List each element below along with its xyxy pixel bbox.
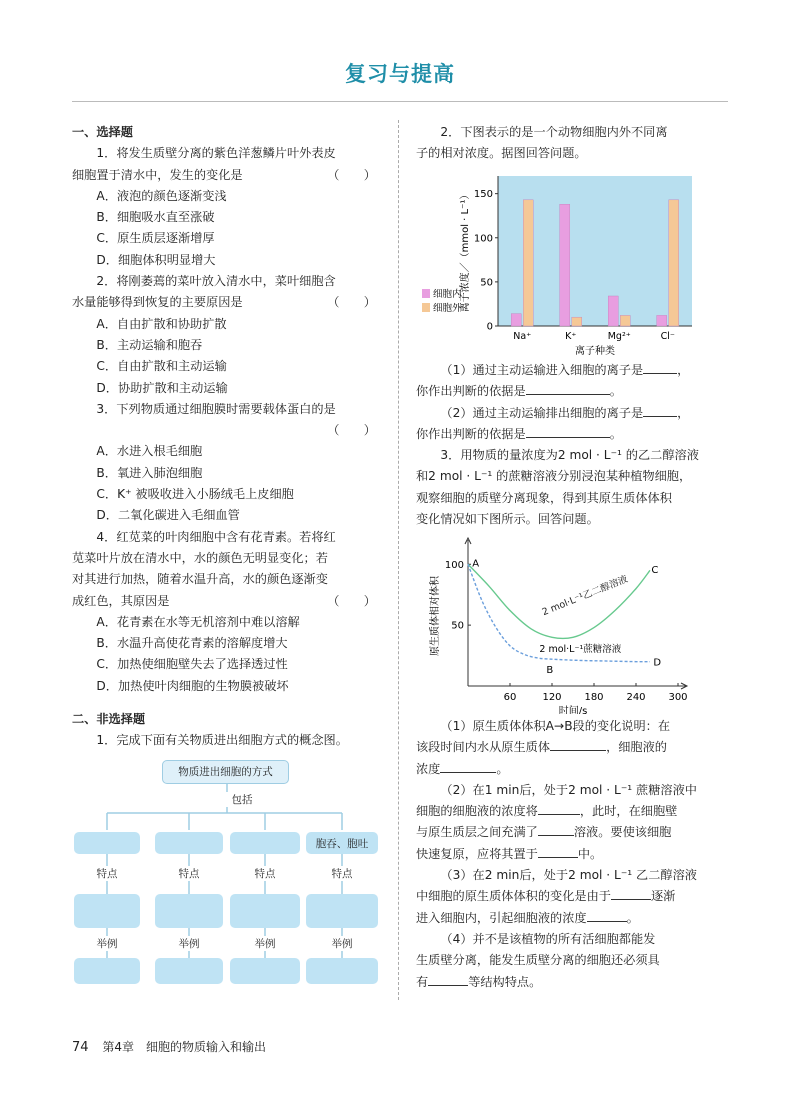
example-label: 举例 bbox=[89, 936, 125, 951]
x-tick-label: Mg²⁺ bbox=[607, 331, 631, 342]
legend-label: 细胞内 bbox=[433, 289, 462, 300]
question-text: （1）原生质体体积A→B段的变化说明：在 bbox=[440, 719, 671, 733]
type-box-1[interactable] bbox=[74, 832, 140, 854]
option: D．细胞体积明显增大 bbox=[96, 252, 216, 267]
answer-blank[interactable] bbox=[538, 857, 578, 858]
x-tick-label: K⁺ bbox=[565, 331, 577, 342]
answer-paren: （ ） bbox=[327, 423, 376, 438]
y-tick-label: 0 bbox=[486, 321, 493, 333]
question-text: 苋菜叶片放在清水中，水的颜色无明显变化；若 bbox=[72, 550, 328, 565]
bar-outside bbox=[669, 200, 679, 326]
example-box-4[interactable] bbox=[306, 958, 378, 984]
question-text: 3．用物质的量浓度为2 mol · L⁻¹ 的乙二醇溶液 bbox=[440, 448, 699, 463]
answer-paren: （ ） bbox=[327, 295, 376, 310]
series-label: 2 mol·L⁻¹乙二醇溶液 bbox=[540, 573, 630, 619]
x-tick-label: 240 bbox=[626, 692, 646, 703]
feature-box-4[interactable] bbox=[306, 894, 378, 928]
right-column-bottom bbox=[416, 716, 728, 993]
bar-inside bbox=[608, 296, 618, 326]
answer-blank[interactable] bbox=[643, 373, 677, 374]
bar-inside bbox=[511, 314, 521, 326]
question-text: 快速复原，应将其置于 中。 bbox=[416, 846, 603, 861]
question-text: 进入细胞内，引起细胞液的浓度 。 bbox=[416, 910, 639, 925]
page-title: 复习与提高 bbox=[345, 62, 455, 86]
page-number: 74 bbox=[72, 1040, 89, 1055]
section-heading: 一、选择题 bbox=[72, 125, 133, 139]
x-tick-label: Cl⁻ bbox=[660, 331, 675, 342]
answer-blank[interactable] bbox=[643, 416, 677, 417]
answer-blank[interactable] bbox=[587, 921, 627, 922]
answer-blank[interactable] bbox=[526, 437, 610, 438]
question-text: 成红色，其原因是 （ ） bbox=[72, 591, 376, 612]
option: C．加热使细胞壁失去了选择透过性 bbox=[96, 657, 288, 672]
left-column bbox=[72, 122, 376, 752]
y-tick-label: 100 bbox=[444, 559, 464, 571]
option: A．花青素在水等无机溶剂中难以溶解 bbox=[96, 614, 300, 629]
question-text: 与原生质层之间充满了 溶液。要使该细胞 bbox=[416, 825, 672, 840]
point-label-b: B bbox=[546, 665, 554, 677]
right-column-mid bbox=[416, 360, 728, 530]
answer-blank[interactable] bbox=[526, 394, 610, 395]
question-text: 4．红苋菜的叶肉细胞中含有花青素。若将红 bbox=[96, 529, 336, 544]
answer-blank[interactable] bbox=[440, 772, 496, 773]
feature-label: 特点 bbox=[247, 866, 283, 881]
answer-blank[interactable] bbox=[550, 750, 606, 751]
question-text: 变化情况如下图所示。回答问题。 bbox=[416, 512, 599, 527]
point-label-d: D bbox=[653, 657, 662, 669]
legend-swatch bbox=[422, 303, 430, 312]
option: B．细胞吸水直至涨破 bbox=[96, 210, 215, 225]
question-text: 2．下图表示的是一个动物细胞内外不同离 bbox=[440, 125, 668, 139]
y-tick-label: 50 bbox=[451, 620, 464, 632]
option: C．自由扩散和主动运输 bbox=[96, 359, 227, 374]
example-label: 举例 bbox=[171, 936, 207, 951]
x-tick-label: 180 bbox=[584, 692, 604, 703]
feature-box-2[interactable] bbox=[155, 894, 223, 928]
bar-inside bbox=[560, 204, 570, 326]
type-box-4-label: 胞吞、胞吐 bbox=[315, 838, 369, 850]
answer-paren: （ ） bbox=[327, 167, 376, 182]
point-label-c: C bbox=[651, 564, 659, 576]
example-label: 举例 bbox=[247, 936, 283, 951]
right-column-top bbox=[416, 122, 728, 165]
column-divider bbox=[398, 120, 399, 1000]
x-tick-label: 300 bbox=[668, 692, 688, 703]
chapter-label: 第4章 细胞的物质输入和输出 bbox=[102, 1040, 267, 1054]
bar-outside bbox=[620, 315, 630, 326]
question-text: 细胞置于清水中，发生的变化是 （ ） bbox=[72, 165, 376, 186]
x-axis-label: 时间/s bbox=[558, 706, 588, 714]
example-label: 举例 bbox=[324, 936, 360, 951]
question-text: 2．将刚萎蔫的菜叶放入清水中，菜叶细胞含 bbox=[96, 274, 336, 289]
answer-blank[interactable] bbox=[611, 899, 651, 900]
question-text: 中细胞的原生质体体积的变化是由于 逐渐 bbox=[416, 889, 676, 904]
question-text: 子的相对浓度。据图回答问题。 bbox=[416, 146, 587, 161]
option: C．原生质层逐渐增厚 bbox=[96, 231, 215, 246]
feature-box-3[interactable] bbox=[230, 894, 300, 928]
x-tick-label: Na⁺ bbox=[513, 331, 532, 342]
question-text: 3．下列物质通过细胞膜时需要载体蛋白的是 bbox=[96, 401, 336, 416]
option: D．加热使叶肉细胞的生物膜被破坏 bbox=[96, 678, 289, 693]
question-text: （3）在2 min后，处于2 mol · L⁻¹ 乙二醇溶液 bbox=[440, 868, 697, 883]
section-heading: 二、非选择题 bbox=[72, 712, 146, 727]
question-text: 生质壁分离，能发生质壁分离的细胞还必须具 bbox=[416, 953, 660, 968]
feature-box-1[interactable] bbox=[74, 894, 140, 928]
question-text: （2）在1 min后，处于2 mol · L⁻¹ 蔗糖溶液中 bbox=[440, 782, 697, 797]
y-axis-label: 离子浓度／（mmol · L⁻¹） bbox=[460, 189, 471, 313]
question-text: 你作出判断的依据是 。 bbox=[416, 426, 622, 441]
option: B．主动运输和胞吞 bbox=[96, 337, 203, 352]
question-text: 对其进行加热，随着水温升高，水的颜色逐渐变 bbox=[72, 572, 328, 587]
y-axis-label: 原生质体相对体积 bbox=[430, 576, 441, 656]
option: A．水进入根毛细胞 bbox=[96, 444, 203, 459]
option: B．水温升高使花青素的溶解度增大 bbox=[96, 636, 288, 651]
question-text: 浓度 。 bbox=[416, 761, 509, 776]
option: A．自由扩散和协助扩散 bbox=[96, 316, 227, 331]
answer-blank[interactable] bbox=[538, 835, 574, 836]
option: D．协助扩散和主动运输 bbox=[96, 380, 228, 395]
answer-blank[interactable] bbox=[428, 985, 468, 986]
question-text: （2）通过主动运输排出细胞的离子是 ， bbox=[440, 405, 690, 420]
bar-outside bbox=[572, 317, 582, 326]
bar-inside bbox=[657, 315, 667, 326]
y-tick-label: 100 bbox=[473, 233, 493, 245]
question-text: 有 等结构特点。 bbox=[416, 974, 542, 989]
option: D．二氧化碳进入毛细血管 bbox=[96, 508, 240, 523]
series-label: 2 mol·L⁻¹蔗糖溶液 bbox=[539, 643, 622, 655]
feature-label: 特点 bbox=[171, 866, 207, 881]
option: C．K⁺ 被吸收进入小肠绒毛上皮细胞 bbox=[96, 487, 294, 502]
answer-paren: （ ） bbox=[327, 593, 376, 608]
page-footer bbox=[72, 1038, 266, 1055]
protoplast-volume-chart bbox=[416, 536, 706, 714]
option: A．液泡的颜色逐渐变浅 bbox=[96, 188, 227, 203]
question-text: 1．将发生质壁分离的紫色洋葱鳞片叶外表皮 bbox=[96, 146, 336, 161]
legend-swatch bbox=[422, 289, 430, 298]
question-text: 该段时间内水从原生质体 ，细胞液的 bbox=[416, 740, 667, 755]
y-tick-label: 50 bbox=[480, 277, 493, 289]
example-box-1[interactable] bbox=[74, 958, 140, 984]
concept-map bbox=[72, 758, 382, 998]
question-text: 你作出判断的依据是 。 bbox=[416, 384, 622, 399]
option: B．氧进入肺泡细胞 bbox=[96, 465, 203, 480]
feature-label: 特点 bbox=[324, 866, 360, 881]
y-tick-label: 150 bbox=[473, 189, 493, 201]
x-tick-label: 120 bbox=[542, 692, 562, 703]
include-label: 包括 bbox=[222, 792, 262, 807]
legend-label: 细胞外 bbox=[433, 303, 462, 314]
question-text: 观察细胞的质壁分离现象，得到其原生质体体积 bbox=[416, 490, 672, 505]
question-text bbox=[72, 420, 376, 441]
answer-blank[interactable] bbox=[538, 814, 580, 815]
question-text: 细胞的细胞液的浓度将 ，此时，在细胞壁 bbox=[416, 804, 678, 819]
bar-outside bbox=[523, 200, 533, 326]
question-text: 1．完成下面有关物质进出细胞方式的概念图。 bbox=[96, 733, 348, 748]
question-text: 水量能够得到恢复的主要原因是 （ ） bbox=[72, 292, 376, 313]
question-text: （1）通过主动运输进入细胞的离子是 ， bbox=[440, 363, 690, 377]
title-rule bbox=[72, 101, 728, 102]
question-text: 和2 mol · L⁻¹ 的蔗糖溶液分别浸泡某种植物细胞， bbox=[416, 469, 692, 484]
feature-label: 特点 bbox=[89, 866, 125, 881]
type-box-3[interactable] bbox=[230, 832, 300, 854]
type-box-2[interactable] bbox=[155, 832, 223, 854]
x-tick-label: 60 bbox=[503, 692, 517, 703]
x-axis-label: 离子种类 bbox=[575, 346, 615, 357]
concept-root-label: 物质进出细胞的方式 bbox=[178, 766, 273, 778]
example-box-2[interactable] bbox=[155, 958, 223, 984]
point-label-a: A bbox=[472, 558, 480, 570]
question-text: （4）并不是该植物的所有活细胞都能发 bbox=[440, 931, 656, 946]
example-box-3[interactable] bbox=[230, 958, 300, 984]
ion-concentration-chart bbox=[416, 168, 706, 358]
